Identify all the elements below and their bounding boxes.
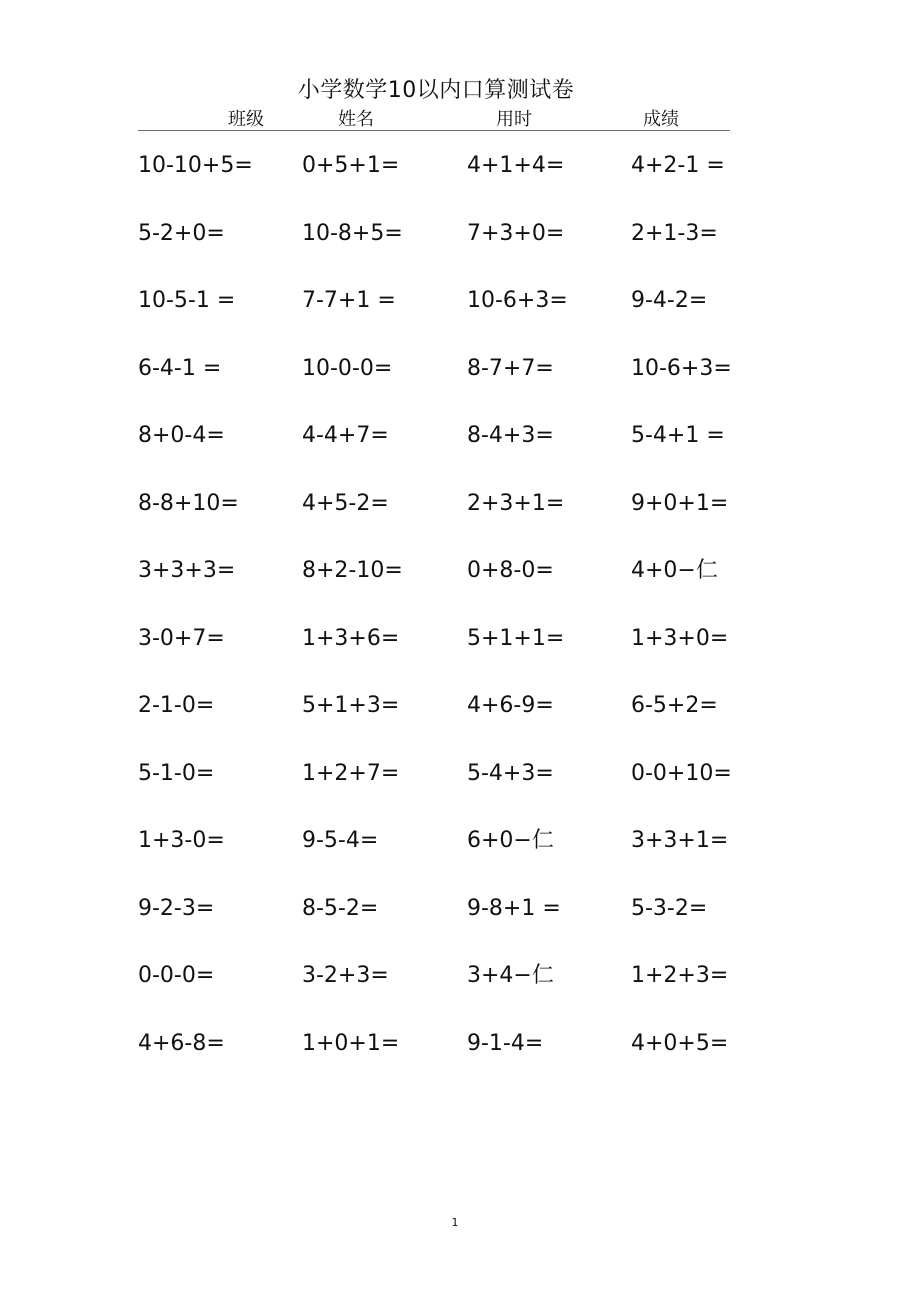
problem-row [138, 555, 738, 623]
problem-cell: 1+3+6= [302, 625, 400, 651]
problem-cell: 6-5+2= [631, 693, 718, 718]
problem-cell: 9-4-2= [631, 288, 708, 313]
problem-cell: 8+0-4= [138, 423, 225, 448]
problem-row [138, 960, 738, 1028]
problem-row [138, 1028, 738, 1096]
problem-cell: 1+0+1= [302, 1030, 400, 1056]
score-label: 成绩 [643, 109, 679, 130]
problem-cell: 2+1-3= [631, 220, 718, 246]
problem-cell: 9-5-4= [302, 828, 379, 853]
problem-cell: 10-0-0= [302, 355, 393, 381]
problem-cell: 8-8+10= [138, 490, 239, 516]
time-label: 用时 [496, 109, 532, 130]
problem-cell: 0+5+1= [302, 153, 400, 178]
problem-cell: 3-0+7= [138, 625, 225, 651]
problem-cell: 2+3+1= [467, 490, 565, 516]
problem-row [138, 825, 738, 893]
problem-cell: 10-6+3= [467, 288, 568, 313]
problem-cell: 0+8-0= [467, 558, 554, 583]
problem-grid [138, 150, 738, 1095]
page-number: 1 [451, 1216, 459, 1229]
problem-cell: 4+2-1 = [631, 153, 725, 178]
problem-cell: 4+0+5= [631, 1030, 729, 1056]
problem-row [138, 353, 738, 421]
problem-cell: 5-3-2= [631, 895, 708, 921]
problem-cell: 5-4+3= [467, 760, 554, 786]
problem-row [138, 758, 738, 826]
problem-cell: 6-4-1 = [138, 355, 222, 381]
problem-cell: 10-8+5= [302, 220, 403, 246]
problem-cell: 8+2-10= [302, 558, 403, 583]
problem-cell: 4+6-8= [138, 1030, 225, 1056]
problem-cell: 7-7+1 = [302, 288, 396, 313]
problem-cell: 0-0-0= [138, 963, 215, 988]
problem-row [138, 893, 738, 961]
problem-cell: 1+2+7= [302, 760, 400, 786]
name-label: 姓名 [338, 109, 374, 130]
problem-cell: 5-4+1 = [631, 423, 725, 448]
problem-cell: 6+0−仁 [467, 828, 554, 853]
problem-cell: 1+3-0= [138, 828, 225, 853]
problem-cell: 10-5-1 = [138, 288, 236, 313]
problem-cell: 2-1-0= [138, 693, 215, 718]
problem-row [138, 488, 738, 556]
problem-cell: 8-4+3= [467, 423, 554, 448]
problem-cell: 4+0−仁 [631, 558, 718, 583]
problem-row [138, 623, 738, 691]
problem-cell: 5-1-0= [138, 760, 215, 786]
problem-row [138, 150, 738, 218]
problem-cell: 3+3+1= [631, 828, 729, 853]
problem-cell: 9-1-4= [467, 1030, 544, 1056]
problem-cell: 1+2+3= [631, 963, 729, 988]
header-divider [138, 130, 730, 131]
problem-cell: 10-10+5= [138, 153, 253, 178]
problem-cell: 9-8+1 = [467, 895, 561, 921]
problem-cell: 3+4−仁 [467, 963, 554, 988]
problem-cell: 7+3+0= [467, 220, 565, 246]
problem-cell: 4-4+7= [302, 423, 389, 448]
problem-cell: 3-2+3= [302, 963, 389, 988]
problem-row [138, 218, 738, 286]
page-title: 小学数学10以内口算测试卷 [297, 78, 575, 103]
problem-cell: 5+1+3= [302, 693, 400, 718]
problem-cell: 10-6+3= [631, 355, 732, 381]
problem-cell: 8-5-2= [302, 895, 379, 921]
problem-cell: 5+1+1= [467, 625, 565, 651]
problem-cell: 5-2+0= [138, 220, 225, 246]
problem-cell: 8-7+7= [467, 355, 554, 381]
problem-cell: 0-0+10= [631, 760, 732, 786]
problem-cell: 4+5-2= [302, 490, 389, 516]
problem-cell: 3+3+3= [138, 558, 236, 583]
problem-cell: 9-2-3= [138, 895, 215, 921]
student-info-header [138, 108, 730, 132]
problem-cell: 9+0+1= [631, 490, 729, 516]
problem-row [138, 420, 738, 488]
problem-cell: 4+1+4= [467, 153, 565, 178]
problem-row [138, 285, 738, 353]
problem-row [138, 690, 738, 758]
class-label: 班级 [228, 109, 264, 130]
problem-cell: 4+6-9= [467, 693, 554, 718]
problem-cell: 1+3+0= [631, 625, 729, 651]
